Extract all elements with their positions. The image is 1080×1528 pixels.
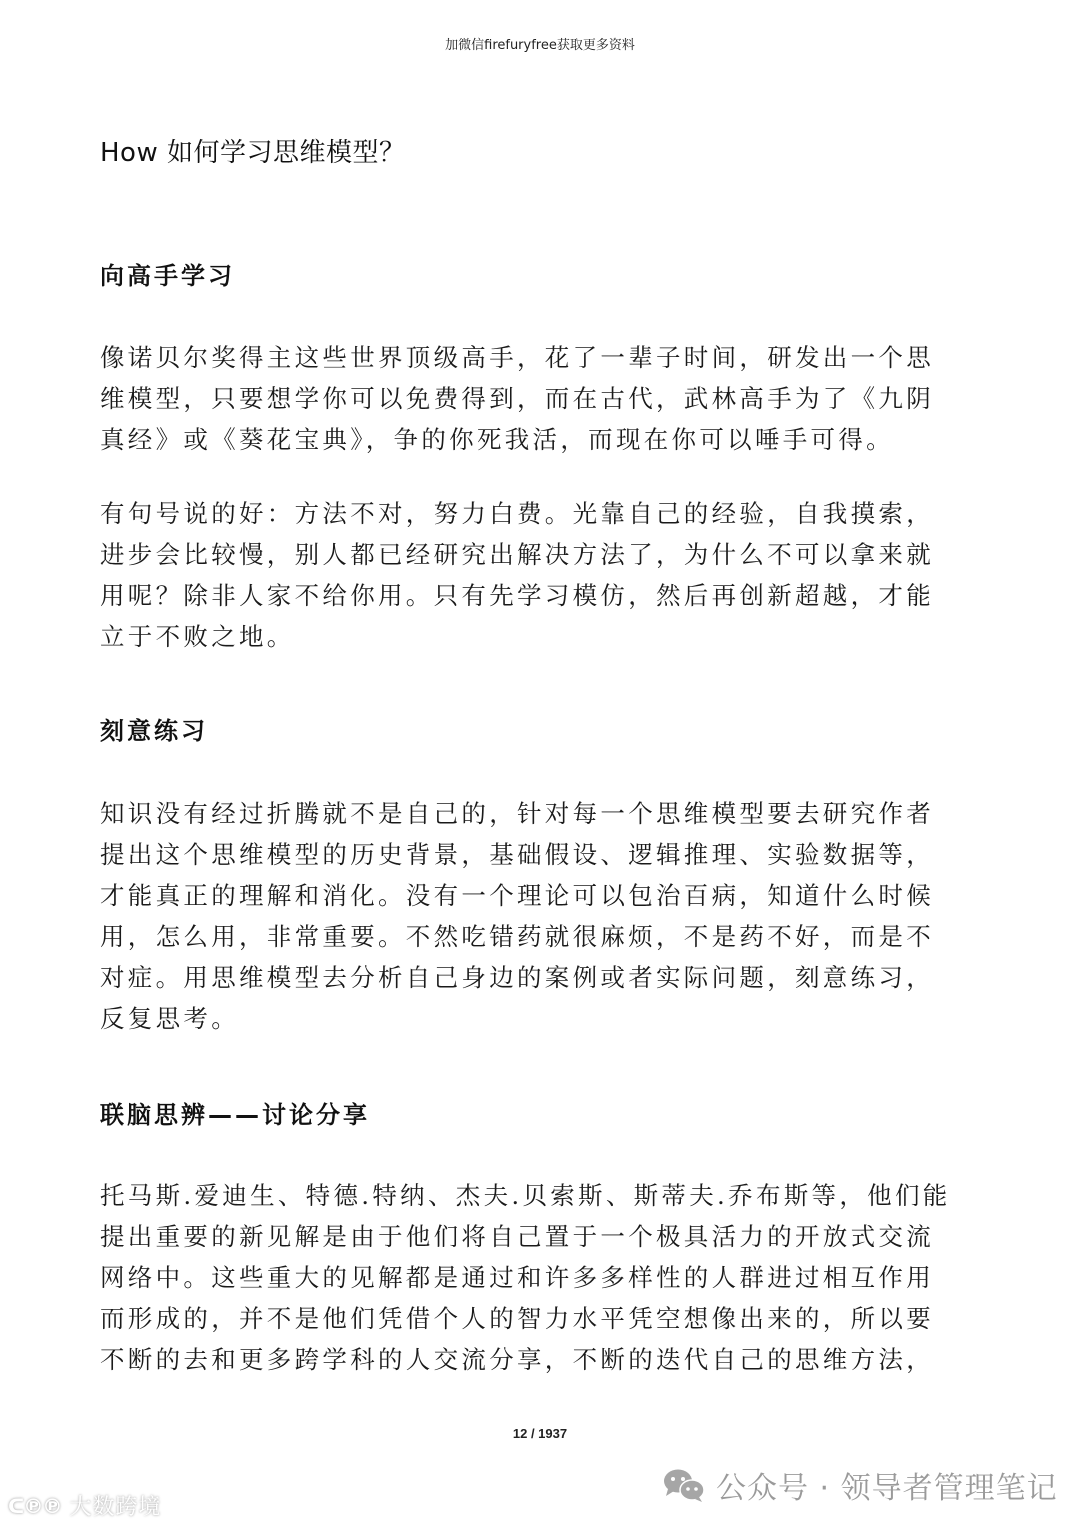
brand-name: 大数跨境 (69, 1495, 162, 1520)
paragraph (100, 493, 990, 657)
text-line: 对症。用思维模型去分析自己身边的案例或者实际问题，刻意练习， (100, 963, 934, 992)
text-line: 真经》或《葵花宝典》，争的你死我活，而现在你可以唾手可得。 (100, 425, 894, 454)
text-line: 不断的去和更多跨学科的人交流分享，不断的迭代自己的思维方法， (100, 1345, 934, 1374)
text-line: 网络中。这些重大的见解都是通过和许多多样性的人群进过相互作用 (100, 1263, 934, 1292)
text-line: 像诺贝尔奖得主这些世界顶级高手，花了一辈子时间，研发出一个思 (100, 343, 934, 372)
text-line: 托马斯.爱迪生、特德.特纳、杰夫.贝索斯、斯蒂夫.乔布斯等，他们能 (100, 1181, 951, 1210)
paragraph (100, 793, 990, 1039)
wechat-account-label: 公众号 · 领导者管理笔记 (716, 1471, 1058, 1506)
text-line: 才能真正的理解和消化。没有一个理论可以包治百病，知道什么时候 (100, 881, 934, 910)
page-number: 12 / 1937 (512, 1426, 568, 1441)
section-heading-deliberate-practice: 刻意练习 (100, 717, 208, 745)
header-note: 加微信firefuryfree获取更多资料 (445, 38, 635, 53)
text-line: 反复思考。 (100, 1004, 239, 1033)
text-line: 提出重要的新见解是由于他们将自己置于一个极具活力的开放式交流 (100, 1222, 934, 1251)
brand-logo-icon: ᑕ℗℗ (8, 1493, 62, 1518)
brand-watermark (8, 1490, 161, 1521)
wechat-icon (662, 1467, 706, 1503)
wechat-watermark (662, 1463, 1058, 1507)
text-line: 有句号说的好：方法不对，努力白费。光靠自己的经验，自我摸索， (100, 499, 934, 528)
section-heading-learn-from-experts: 向高手学习 (100, 262, 235, 290)
paragraph (100, 1175, 990, 1380)
text-line: 立于不败之地。 (100, 622, 295, 651)
paragraph (100, 337, 990, 460)
text-line: 而形成的，并不是他们凭借个人的智力水平凭空想像出来的，所以要 (100, 1304, 934, 1333)
page-title: How 如何学习思维模型？ (100, 138, 406, 168)
text-line: 知识没有经过折腾就不是自己的，针对每一个思维模型要去研究作者 (100, 799, 934, 828)
text-line: 进步会比较慢，别人都已经研究出解决方法了，为什么不可以拿来就 (100, 540, 934, 569)
text-line: 提出这个思维模型的历史背景，基础假设、逻辑推理、实验数据等， (100, 840, 934, 869)
text-line: 用呢？除非人家不给你用。只有先学习模仿，然后再创新超越，才能 (100, 581, 934, 610)
section-heading-brainstorm-discussion: 联脑思辨——讨论分享 (100, 1101, 370, 1129)
text-line: 用，怎么用，非常重要。不然吃错药就很麻烦，不是药不好，而是不 (100, 922, 934, 951)
text-line: 维模型，只要想学你可以免费得到，而在古代，武林高手为了《九阴 (100, 384, 934, 413)
